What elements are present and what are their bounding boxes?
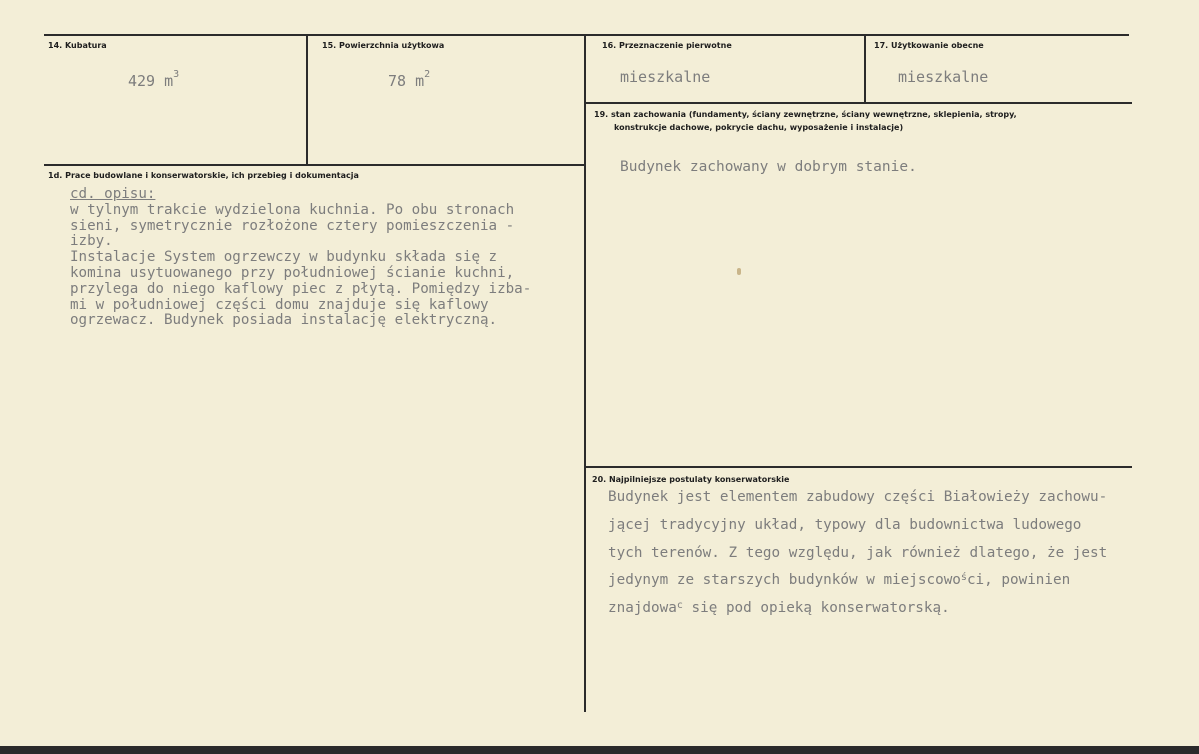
- continuation-heading: cd. opisu:: [70, 186, 156, 202]
- divider-16-17: [864, 34, 866, 104]
- text-line: mi w południowej części domu znajduje się kaflowy: [70, 296, 489, 313]
- field-18-label: 1d. Prace budowlane i konserwatorskie, ich przebieg i dokumentacja: [48, 171, 359, 180]
- field-19-label-line2: konstrukcje dachowe, pokrycie dachu, wyposażenie i instalacje): [614, 123, 904, 132]
- text-superscript: ś: [960, 572, 967, 584]
- field-18-text: [70, 187, 531, 329]
- divider-15-16: [584, 34, 586, 712]
- paper-stain: [737, 268, 741, 275]
- scan-bottom-edge: [0, 746, 1199, 754]
- text-superscript: c: [676, 600, 683, 612]
- text-line: Budynek jest elementem zabudowy części Białowieży zachowu-: [608, 489, 1108, 505]
- text-line: przylega do niego kaflowy piec z płytą. Pomiędzy izba-: [70, 280, 532, 297]
- field-20-label: 20. Najpilniejsze postulaty konserwatorskie: [592, 475, 790, 484]
- field-19-label-line1: 19. stan zachowania (fundamenty, ściany zewnętrzne, ściany wewnętrzne, sklepienia, stropy,: [594, 110, 1017, 119]
- field-17-value: mieszkalne: [898, 68, 989, 86]
- text-fragment: jedynym ze starszych budynków w miejscowo: [608, 572, 961, 589]
- text-line: sieni, symetrycznie rozłożone cztery pomieszczenia -: [70, 217, 515, 234]
- text-line: komina usytuowanego przy południowej ścianie kuchni,: [70, 264, 515, 281]
- text-line: ogrzewacz. Budynek posiada instalację elektryczną.: [70, 312, 498, 329]
- divider-19-20: [584, 466, 1132, 468]
- text-line: tych terenów. Z tego względu, jak również dlatego, że jest: [608, 544, 1108, 561]
- text-line: jącej tradycyjny układ, typowy dla budownictwa ludowego: [608, 516, 1082, 533]
- field-15-value: [388, 69, 431, 90]
- field-19-text: Budynek zachowany w dobrym stanie.: [620, 159, 917, 175]
- field-14-label: 14. Kubatura: [48, 41, 107, 50]
- field-17-label: 17. Użytkowanie obecne: [874, 41, 984, 50]
- field-15-label: 15. Powierzchnia użytkowa: [322, 41, 445, 50]
- field-16-label: 16. Przeznaczenie pierwotne: [602, 41, 732, 50]
- field-14-number: 429 m: [128, 72, 174, 90]
- top-border-line: [44, 34, 1129, 36]
- text-fragment: ci, powinien: [966, 572, 1071, 589]
- text-fragment: znajdowa: [608, 600, 677, 617]
- divider-14-18: [44, 164, 586, 166]
- divider-14-15: [306, 34, 308, 166]
- field-20-text: [608, 484, 1107, 623]
- divider-16-19: [584, 102, 1132, 104]
- text-line: [608, 595, 1107, 623]
- text-line: [608, 567, 1107, 595]
- field-14-superscript: 3: [173, 69, 180, 80]
- text-line: Instalacje System ogrzewczy w budynku składa się z: [70, 249, 498, 266]
- text-line: w tylnym trakcie wydzielona kuchnia. Po obu stronach: [70, 201, 515, 218]
- field-14-value: [128, 69, 180, 90]
- text-fragment: się pod opieką konserwatorską.: [682, 600, 950, 617]
- text-line: [70, 187, 531, 203]
- field-15-number: 78 m: [388, 72, 425, 90]
- field-15-superscript: 2: [424, 69, 431, 80]
- text-line: izby.: [70, 233, 113, 250]
- field-16-value: mieszkalne: [620, 68, 711, 86]
